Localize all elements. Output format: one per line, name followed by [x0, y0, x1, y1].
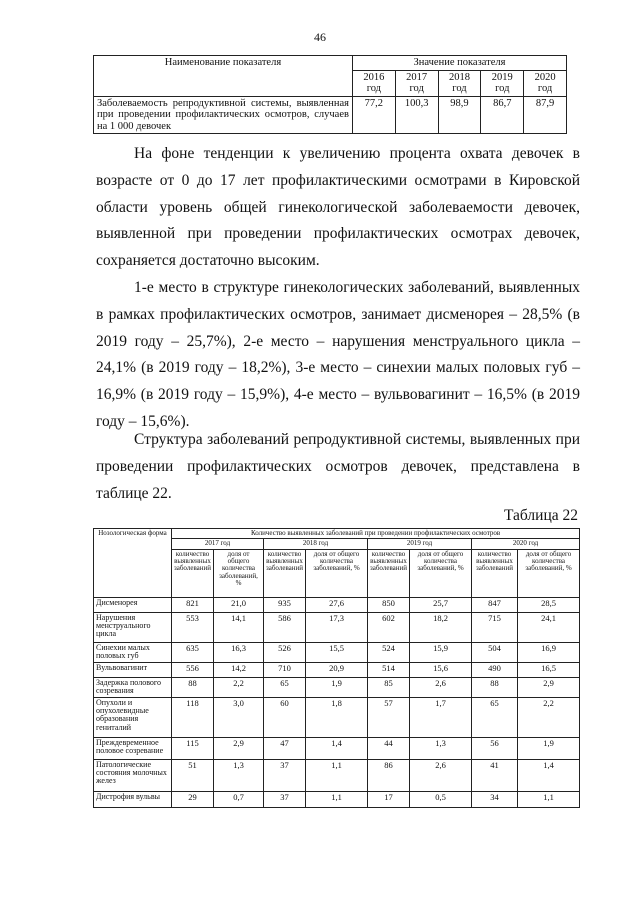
- group-header: Количество выявленных заболеваний при проведении профилактических осмотров: [172, 529, 580, 539]
- table-row: [94, 791, 580, 807]
- disease-share: 21,0: [214, 597, 264, 612]
- disease-share: 2,6: [410, 677, 472, 697]
- disease-count: 586: [264, 612, 306, 642]
- table-row: [94, 662, 580, 677]
- disease-share: 1,1: [306, 759, 368, 791]
- indicator-value-header: Значение показателя: [352, 56, 566, 71]
- disease-share: 2,9: [214, 737, 264, 759]
- disease-name: Дистрофия вульвы: [94, 791, 172, 807]
- form-header: Нозологическая форма: [94, 529, 172, 598]
- disease-name: Патологические состояния молочных желез: [94, 759, 172, 791]
- disease-share: 15,6: [410, 662, 472, 677]
- disease-share: 16,3: [214, 642, 264, 662]
- count-subheader: количество выявленных заболеваний: [472, 549, 518, 597]
- disease-share: 2,6: [410, 759, 472, 791]
- disease-name: Задержка полового созревания: [94, 677, 172, 697]
- table-row: [94, 759, 580, 791]
- disease-count: 29: [172, 791, 214, 807]
- disease-share: 1,8: [306, 697, 368, 737]
- disease-count: 850: [368, 597, 410, 612]
- disease-count: 526: [264, 642, 306, 662]
- disease-count: 86: [368, 759, 410, 791]
- disease-share: 27,6: [306, 597, 368, 612]
- disease-share: 14,1: [214, 612, 264, 642]
- disease-count: 514: [368, 662, 410, 677]
- disease-count: 553: [172, 612, 214, 642]
- disease-share: 0,7: [214, 791, 264, 807]
- year-header: 2017 год: [172, 539, 264, 549]
- disease-share: 16,5: [518, 662, 580, 677]
- disease-count: 34: [472, 791, 518, 807]
- disease-share: 2,9: [518, 677, 580, 697]
- disease-count: 504: [472, 642, 518, 662]
- disease-share: 15,5: [306, 642, 368, 662]
- disease-count: 602: [368, 612, 410, 642]
- disease-count: 88: [472, 677, 518, 697]
- count-subheader: количество выявленных заболеваний: [264, 549, 306, 597]
- year-header: 2018 год: [264, 539, 368, 549]
- table-row: [94, 612, 580, 642]
- disease-share: 20,9: [306, 662, 368, 677]
- diseases-table-body: [94, 597, 580, 807]
- paragraph: Структура заболеваний репродуктивной системы, выявленных при проведении профилактических осмотров девочек, представлена в таблице 22.: [96, 431, 580, 502]
- disease-name: Опухоли и опухолевидные образования гениталий: [94, 697, 172, 737]
- disease-share: 1,9: [306, 677, 368, 697]
- disease-count: 57: [368, 697, 410, 737]
- disease-count: 65: [472, 697, 518, 737]
- indicator-value: 100,3: [395, 96, 438, 134]
- indicator-name-header: Наименование показателя: [94, 56, 353, 97]
- disease-share: 24,1: [518, 612, 580, 642]
- disease-share: 18,2: [410, 612, 472, 642]
- disease-count: 88: [172, 677, 214, 697]
- year-header: 2019 год: [481, 70, 524, 96]
- page-number: 46: [314, 30, 326, 44]
- year-header: 2017 год: [395, 70, 438, 96]
- disease-name: Нарушения менструального цикла: [94, 612, 172, 642]
- share-subheader: доля от общего количества заболеваний, %: [518, 549, 580, 597]
- table-row: [94, 697, 580, 737]
- indicator-table: [93, 55, 567, 134]
- disease-count: 17: [368, 791, 410, 807]
- disease-share: 1,3: [410, 737, 472, 759]
- disease-count: 490: [472, 662, 518, 677]
- diseases-header-row: [94, 529, 580, 539]
- disease-count: 60: [264, 697, 306, 737]
- indicator-data-row: [94, 96, 567, 134]
- disease-name: Синехии малых половых губ: [94, 642, 172, 662]
- table-caption: Таблица 22: [503, 507, 578, 524]
- indicator-value: 86,7: [481, 96, 524, 134]
- disease-count: 41: [472, 759, 518, 791]
- disease-count: 715: [472, 612, 518, 642]
- disease-share: 0,5: [410, 791, 472, 807]
- share-subheader: доля от общего количества заболеваний, %: [306, 549, 368, 597]
- disease-count: 524: [368, 642, 410, 662]
- indicator-value: 98,9: [438, 96, 481, 134]
- disease-count: 37: [264, 791, 306, 807]
- disease-share: 1,9: [518, 737, 580, 759]
- paragraph: 1-е место в структуре гинекологических заболеваний, выявленных в рамках профилактических осмотров, занимает дисменорея – 28,5% (в 2019 году – 25,7%), 2-е место – нарушения менструального цикла – 24,1% (в 2019 году – 18,2%), 3-е место – синехии малых половых губ – 16,9% (в 2019 году – 15,9%), 4-е место – вульвовагинит – 16,5% (в 2019 году – 15,6%).: [96, 279, 580, 430]
- year-header: 2020 год: [524, 70, 567, 96]
- disease-count: 65: [264, 677, 306, 697]
- indicator-value: 87,9: [524, 96, 567, 134]
- year-header: 2016 год: [352, 70, 395, 96]
- disease-count: 37: [264, 759, 306, 791]
- disease-share: 3,0: [214, 697, 264, 737]
- indicator-table-header-row: [94, 56, 567, 71]
- disease-share: 1,4: [306, 737, 368, 759]
- disease-share: 1,1: [306, 791, 368, 807]
- disease-share: 16,9: [518, 642, 580, 662]
- diseases-table: [93, 528, 580, 808]
- disease-count: 115: [172, 737, 214, 759]
- disease-count: 635: [172, 642, 214, 662]
- share-subheader: доля от общего количества заболеваний, %: [410, 549, 472, 597]
- count-subheader: количество выявленных заболеваний: [172, 549, 214, 597]
- disease-share: 15,9: [410, 642, 472, 662]
- indicator-value: 77,2: [352, 96, 395, 134]
- disease-count: 85: [368, 677, 410, 697]
- disease-count: 935: [264, 597, 306, 612]
- disease-count: 51: [172, 759, 214, 791]
- disease-share: 17,3: [306, 612, 368, 642]
- disease-share: 14,2: [214, 662, 264, 677]
- indicator-name: Заболеваемость репродуктивной системы, выявленная при проведении профилактических осмотров, случаев на 1 000 девочек: [94, 96, 353, 134]
- count-subheader: количество выявленных заболеваний: [368, 549, 410, 597]
- table-row: [94, 677, 580, 697]
- disease-share: 2,2: [518, 697, 580, 737]
- disease-share: 25,7: [410, 597, 472, 612]
- table-row: [94, 642, 580, 662]
- disease-count: 47: [264, 737, 306, 759]
- disease-share: 2,2: [214, 677, 264, 697]
- share-subheader: доля от общего количества заболеваний, %: [214, 549, 264, 597]
- disease-count: 118: [172, 697, 214, 737]
- paragraph: На фоне тенденции к увеличению процента охвата девочек в возрасте от 0 до 17 лет профилактическими осмотрами в Кировской области уровень общей гинекологической заболеваемости девочек, выявленной при проведении профилактических осмотрах девочек, сохраняется достаточно высоким.: [96, 145, 580, 270]
- body-text: [96, 427, 580, 507]
- disease-count: 44: [368, 737, 410, 759]
- disease-share: 28,5: [518, 597, 580, 612]
- disease-count: 556: [172, 662, 214, 677]
- year-header: 2019 год: [368, 539, 472, 549]
- disease-name: Дисменорея: [94, 597, 172, 612]
- disease-share: 1,7: [410, 697, 472, 737]
- table-row: [94, 597, 580, 612]
- disease-count: 847: [472, 597, 518, 612]
- body-text: [96, 275, 580, 436]
- table-row: [94, 737, 580, 759]
- disease-count: 710: [264, 662, 306, 677]
- body-text: [96, 141, 580, 275]
- disease-share: 1,3: [214, 759, 264, 791]
- disease-name: Преждевременное половое созревание: [94, 737, 172, 759]
- disease-count: 821: [172, 597, 214, 612]
- year-header: 2018 год: [438, 70, 481, 96]
- year-header: 2020 год: [472, 539, 580, 549]
- disease-count: 56: [472, 737, 518, 759]
- disease-name: Вульвовагинит: [94, 662, 172, 677]
- disease-share: 1,4: [518, 759, 580, 791]
- disease-share: 1,1: [518, 791, 580, 807]
